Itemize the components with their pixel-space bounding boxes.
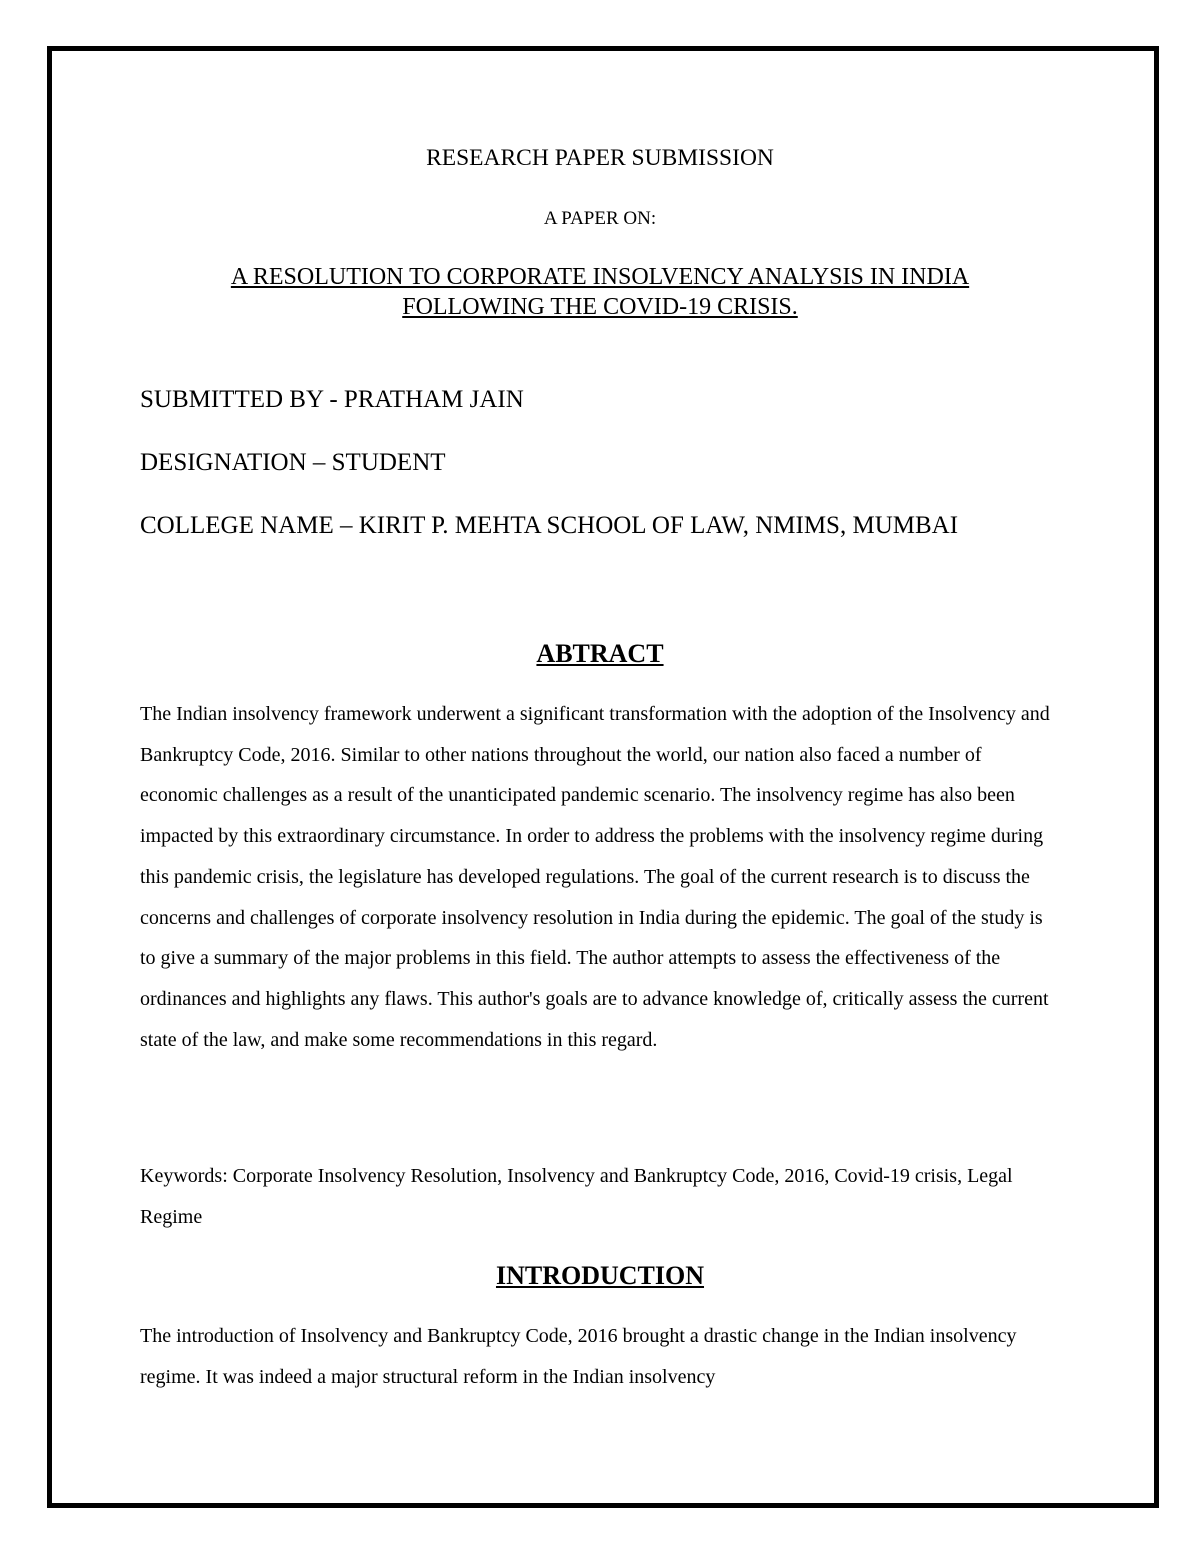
submission-header: RESEARCH PAPER SUBMISSION — [426, 145, 774, 171]
abstract-body: The Indian insolvency framework underwent a significant transformation with the adoption of the Insolvency and Bankruptcy Code, 2016. Similar to other nations throughout the world, our nation also faced a number of economic challenges as a result of the unanticipated pandemic scenario. The insolvency regime has also been impacted by this extraordinary circumstance. In order to address the problems with the insolvency regime during this pandemic crisis, the legislature has developed regulations. The goal of the current research is to discuss the concerns and challenges of corporate insolvency resolution in India during the epidemic. The goal of the study is to give a summary of the major problems in this field. The author attempts to assess the effectiveness of the ordinances and highlights any flaws. This author's goals are to advance knowledge of, critically assess the current state of the law, and make some recommendations in this regard. — [140, 703, 1050, 1051]
introduction-body: The introduction of Insolvency and Bankruptcy Code, 2016 brought a drastic change in the Indian insolvency regime. It was indeed a major structural reform in the Indian insolvency — [140, 1325, 1017, 1388]
paper-subheader: A PAPER ON: — [543, 208, 657, 229]
introduction-heading: INTRODUCTION — [495, 1261, 705, 1290]
designation: DESIGNATION – STUDENT — [140, 449, 446, 476]
paper-title — [0, 262, 1200, 322]
college-name: COLLEGE NAME – KIRIT P. MEHTA SCHOOL OF LAW, NMIMS, MUMBAI — [140, 512, 959, 539]
keywords: Keywords: Corporate Insolvency Resolution, Insolvency and Bankruptcy Code, 2016, Covid-19 crisis, Legal Regime — [140, 1165, 1013, 1228]
paper-title-line-1: A RESOLUTION TO CORPORATE INSOLVENCY ANALYSIS IN INDIA — [230, 264, 970, 290]
abstract-heading: ABTRACT — [536, 639, 664, 668]
paper-title-line-2: FOLLOWING THE COVID-19 CRISIS. — [402, 294, 798, 320]
submitted-by: SUBMITTED BY - PRATHAM JAIN — [140, 386, 524, 413]
